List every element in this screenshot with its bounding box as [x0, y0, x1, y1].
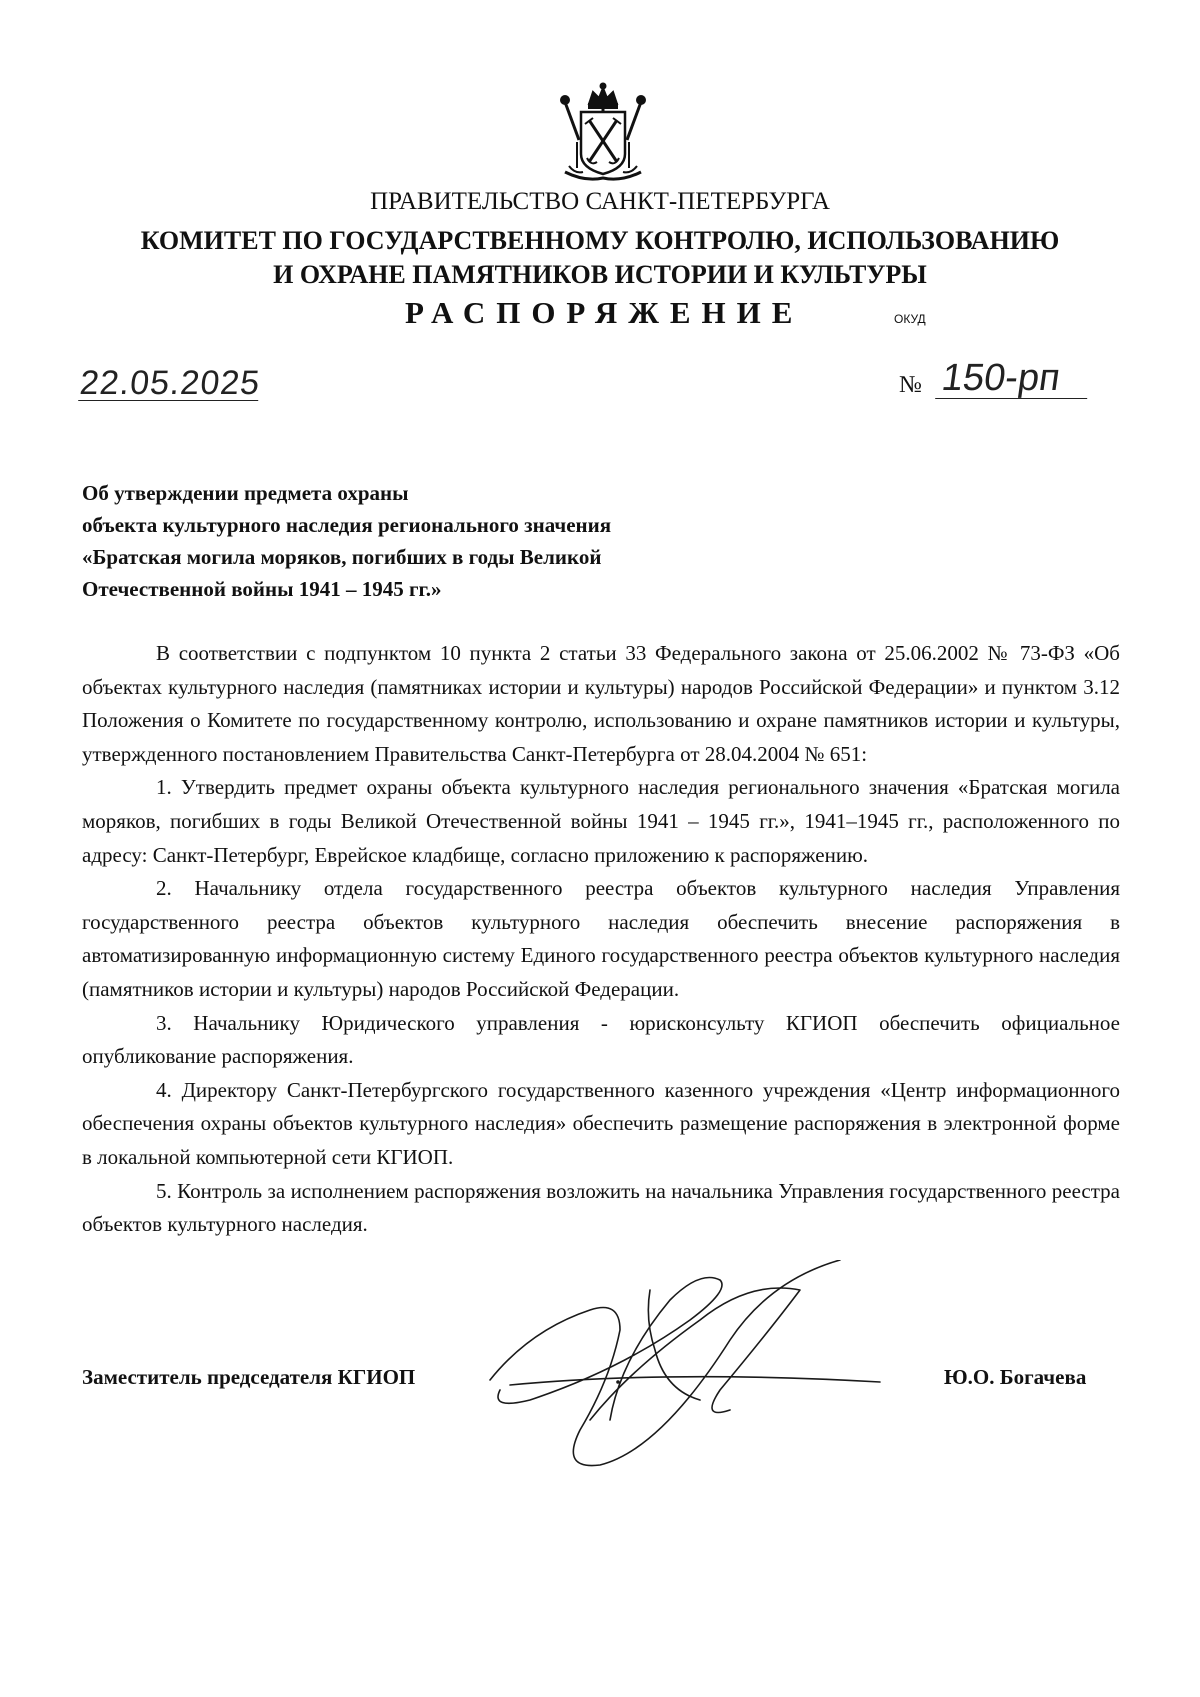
committee-name-line: КОМИТЕТ ПО ГОСУДАРСТВЕННОМУ КОНТРОЛЮ, ИСПОЛЬЗОВАНИЮ — [140, 226, 1060, 255]
subject-line: объекта культурного наследия регионального значения — [82, 513, 612, 537]
document-date: 22.05.2025 — [78, 364, 263, 402]
subject-line: «Братская могила моряков, погибших в годы Великой — [82, 545, 602, 569]
committee-name-line: И ОХРАНЕ ПАМЯТНИКОВ ИСТОРИИ И КУЛЬТУРЫ — [273, 260, 927, 289]
body-paragraph: В соответствии с подпунктом 10 пункта 2 статьи 33 Федерального закона от 25.06.2002 № 73-ФЗ «Об объектах культурного наследия (памятниках истории и культуры) народов Российской Федерации» и пунктом 3.12 Положения о Комитете по государственному контролю, использованию и охране памятников истории и культуры, утвержденного постановлением Правительства Санкт-Петербурга от 28.04.2004 № 651: — [82, 641, 1120, 766]
signer-name: Ю.О. Богачева — [944, 1365, 1087, 1389]
document-number: 150-рп — [935, 358, 1093, 399]
document-subject — [82, 477, 782, 605]
body-paragraph: 1. Утвердить предмет охраны объекта культурного наследия регионального значения «Братская могила моряков, погибших в годы Великой Отечественной войны 1941 – 1945 гг.», 1941–1945 гг., расположенного по адресу: Санкт-Петербург, Еврейское кладбище, согласно приложению к распоряжению. — [82, 775, 1120, 867]
subject-line: Об утверждении предмета охраны — [82, 481, 409, 505]
committee-name — [0, 224, 1200, 292]
document-number-prefix: № — [899, 372, 922, 398]
handwritten-signature — [470, 1260, 940, 1495]
document-body — [82, 637, 1120, 1242]
government-name: ПРАВИТЕЛЬСТВО САНКТ-ПЕТЕРБУРГА — [370, 188, 830, 215]
body-paragraph: 5. Контроль за исполнением распоряжения возложить на начальника Управления государственного реестра объектов культурного наследия. — [82, 1178, 1120, 1237]
okud-label: ОКУД — [894, 312, 926, 326]
signer-position: Заместитель председателя КГИОП — [82, 1365, 416, 1389]
body-paragraph: 4. Директору Санкт-Петербургского государственного казенного учреждения «Центр информационного обеспечения охраны объектов культурного наследия» обеспечить размещение распоряжения в электронной форме в локальной компьютерной сети КГИОП. — [82, 1077, 1120, 1169]
body-paragraph: 3. Начальнику Юридического управления - юрисконсульту КГИОП обеспечить официальное опубликование распоряжения. — [82, 1010, 1120, 1069]
document-type-title: РАСПОРЯЖЕНИЕ — [405, 295, 804, 330]
spb-coat-of-arms-icon — [555, 82, 651, 186]
body-paragraph: 2. Начальнику отдела государственного реестра объектов культурного наследия Управления государственного реестра объектов культурного наследия обеспечить внесение распоряжения в автоматизированную информационную систему Единого государственного реестра объектов культурного наследия (памятников истории и культуры) народов Российской Федерации. — [82, 876, 1120, 1001]
subject-line: Отечественной войны 1941 – 1945 гг.» — [82, 577, 442, 601]
